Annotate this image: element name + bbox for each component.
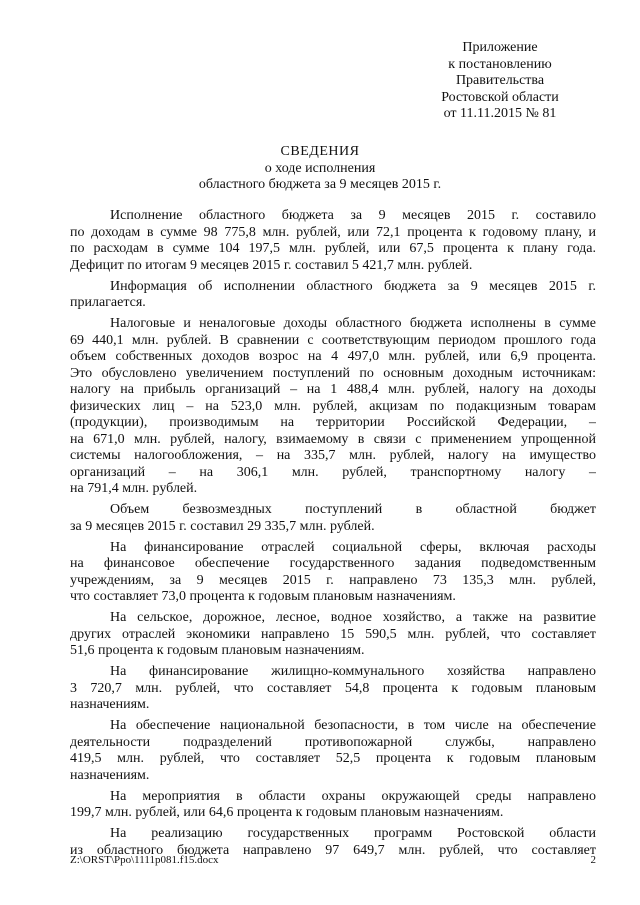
paragraph-line: назначениям. (70, 697, 150, 712)
document-heading (0, 144, 640, 194)
paragraph (70, 208, 596, 274)
paragraph-line: 3 720,7 млн. рублей, что составляет 54,8 процента к годовым плановым (70, 680, 596, 696)
paragraph (70, 789, 596, 822)
paragraph-line: Это обусловлено увеличением поступлений по основным доходным источникам: (70, 365, 596, 381)
paragraph-line: На финансирование жилищно-коммунального хозяйства направлено (110, 664, 596, 679)
document-subtitle: о ходе исполнения (264, 160, 376, 176)
paragraph-line: других отраслей экономики направлено 15 590,5 млн. рублей, что составляет (70, 626, 596, 642)
document-body (70, 208, 596, 859)
paragraph-line: Дефицит по итогам 9 месяцев 2015 г. составил 5 421,7 млн. рублей. (70, 257, 473, 273)
paragraph (70, 610, 596, 660)
paragraph-line: организаций – на 306,1 млн. рублей, транспортному налогу – (70, 464, 596, 480)
footer-file-path: Z:\ORST\Ppo\1111p081.f15.docx (70, 854, 219, 866)
appendix-line: к постановлению (448, 56, 552, 72)
paragraph-line: Объем безвозмездных поступлений в областной бюджет (110, 502, 596, 517)
appendix-line: Ростовской области (441, 89, 559, 105)
paragraph-line: Налоговые и неналоговые доходы областного бюджета исполнены в сумме (110, 316, 596, 331)
appendix-line: Правительства (455, 73, 545, 88)
paragraph-line: на 671,0 млн. рублей, налогу, взимаемому в связи с применением упрощенной (70, 431, 596, 447)
paragraph-line: из областного бюджета направлено 97 649,7 млн. рублей, что составляет (70, 842, 596, 858)
paragraph-line: (продукции), производимым на территории Российской Федерации, – (70, 415, 596, 430)
paragraph (70, 279, 596, 312)
paragraph-line: 51,6 процента к годовым плановым назначениям. (70, 643, 365, 658)
paragraph (70, 718, 596, 784)
paragraph-line: прилагается. (70, 295, 146, 310)
paragraph-line: На финансирование отраслей социальной сферы, включая расходы (110, 539, 596, 555)
document-subtitle: областного бюджета за 9 месяцев 2015 г. (198, 177, 442, 192)
paragraph-line: На сельское, дорожное, лесное, водное хозяйство, а также на развитие (110, 610, 596, 625)
paragraph-line: по расходам в сумме 104 197,5 млн. рублей, или 67,5 процента к плану года. (70, 241, 596, 256)
paragraph-line: на финансовое обеспечение государственного задания подведомственным (70, 556, 596, 571)
paragraph-line: на 791,4 млн. рублей. (70, 481, 198, 496)
paragraph-line: за 9 месяцев 2015 г. составил 29 335,7 млн. рублей. (70, 518, 375, 534)
paragraph (70, 316, 596, 498)
paragraph (70, 502, 596, 535)
paragraph-line: налогу на прибыль организаций – на 1 488,4 млн. рублей, налогу на доходы (70, 382, 596, 397)
appendix-line: от 11.11.2015 № 81 (443, 106, 557, 121)
paragraph-line: по доходам в сумме 98 775,8 млн. рублей, или 72,1 процента к годовому плану, и (70, 224, 596, 240)
paragraph-line: учреждениям, за 9 месяцев 2015 г. направлено 73 135,3 млн. рублей, (70, 572, 596, 588)
paragraph-line: что составляет 73,0 процента к годовым плановым назначениям. (70, 589, 456, 604)
paragraph-line: системы налогообложения, – на 335,7 млн. рублей, налогу на имущество (70, 448, 596, 463)
paragraph (70, 540, 596, 606)
paragraph (70, 664, 596, 714)
paragraph-line: На мероприятия в области охраны окружающей среды направлено (110, 788, 596, 804)
paragraph-line: 199,7 млн. рублей, или 64,6 процента к годовым плановым назначениям. (70, 805, 504, 820)
paragraph-line: Информация об исполнении областного бюджета за 9 месяцев 2015 г. (110, 278, 596, 294)
paragraph-line: На обеспечение национальной безопасности, в том числе на обеспечение (110, 718, 596, 733)
paragraph-line: На реализацию государственных программ Ростовской области (110, 826, 596, 841)
appendix-line: Приложение (462, 40, 538, 55)
paragraph-line: объем собственных доходов возрос на 4 497,0 млн. рублей, или 6,9 процента. (70, 349, 596, 364)
document-title: СВЕДЕНИЯ (280, 144, 360, 159)
paragraph-line: 419,5 млн. рублей, что составляет 52,5 процента к годовым плановым (70, 751, 596, 766)
paragraph-line: деятельности подразделений противопожарной службы, направлено (70, 734, 596, 750)
appendix-block (400, 40, 600, 123)
paragraph-line: 69 440,1 млн. рублей. В сравнении с соответствующим периодом прошлого года (70, 332, 596, 348)
paragraph-line: физических лиц – на 523,0 млн. рублей, акцизам по подакцизным товарам (70, 398, 596, 414)
page-number: 2 (590, 854, 596, 866)
paragraph-line: назначениям. (70, 767, 150, 783)
paragraph-line: Исполнение областного бюджета за 9 месяцев 2015 г. составило (110, 208, 596, 223)
